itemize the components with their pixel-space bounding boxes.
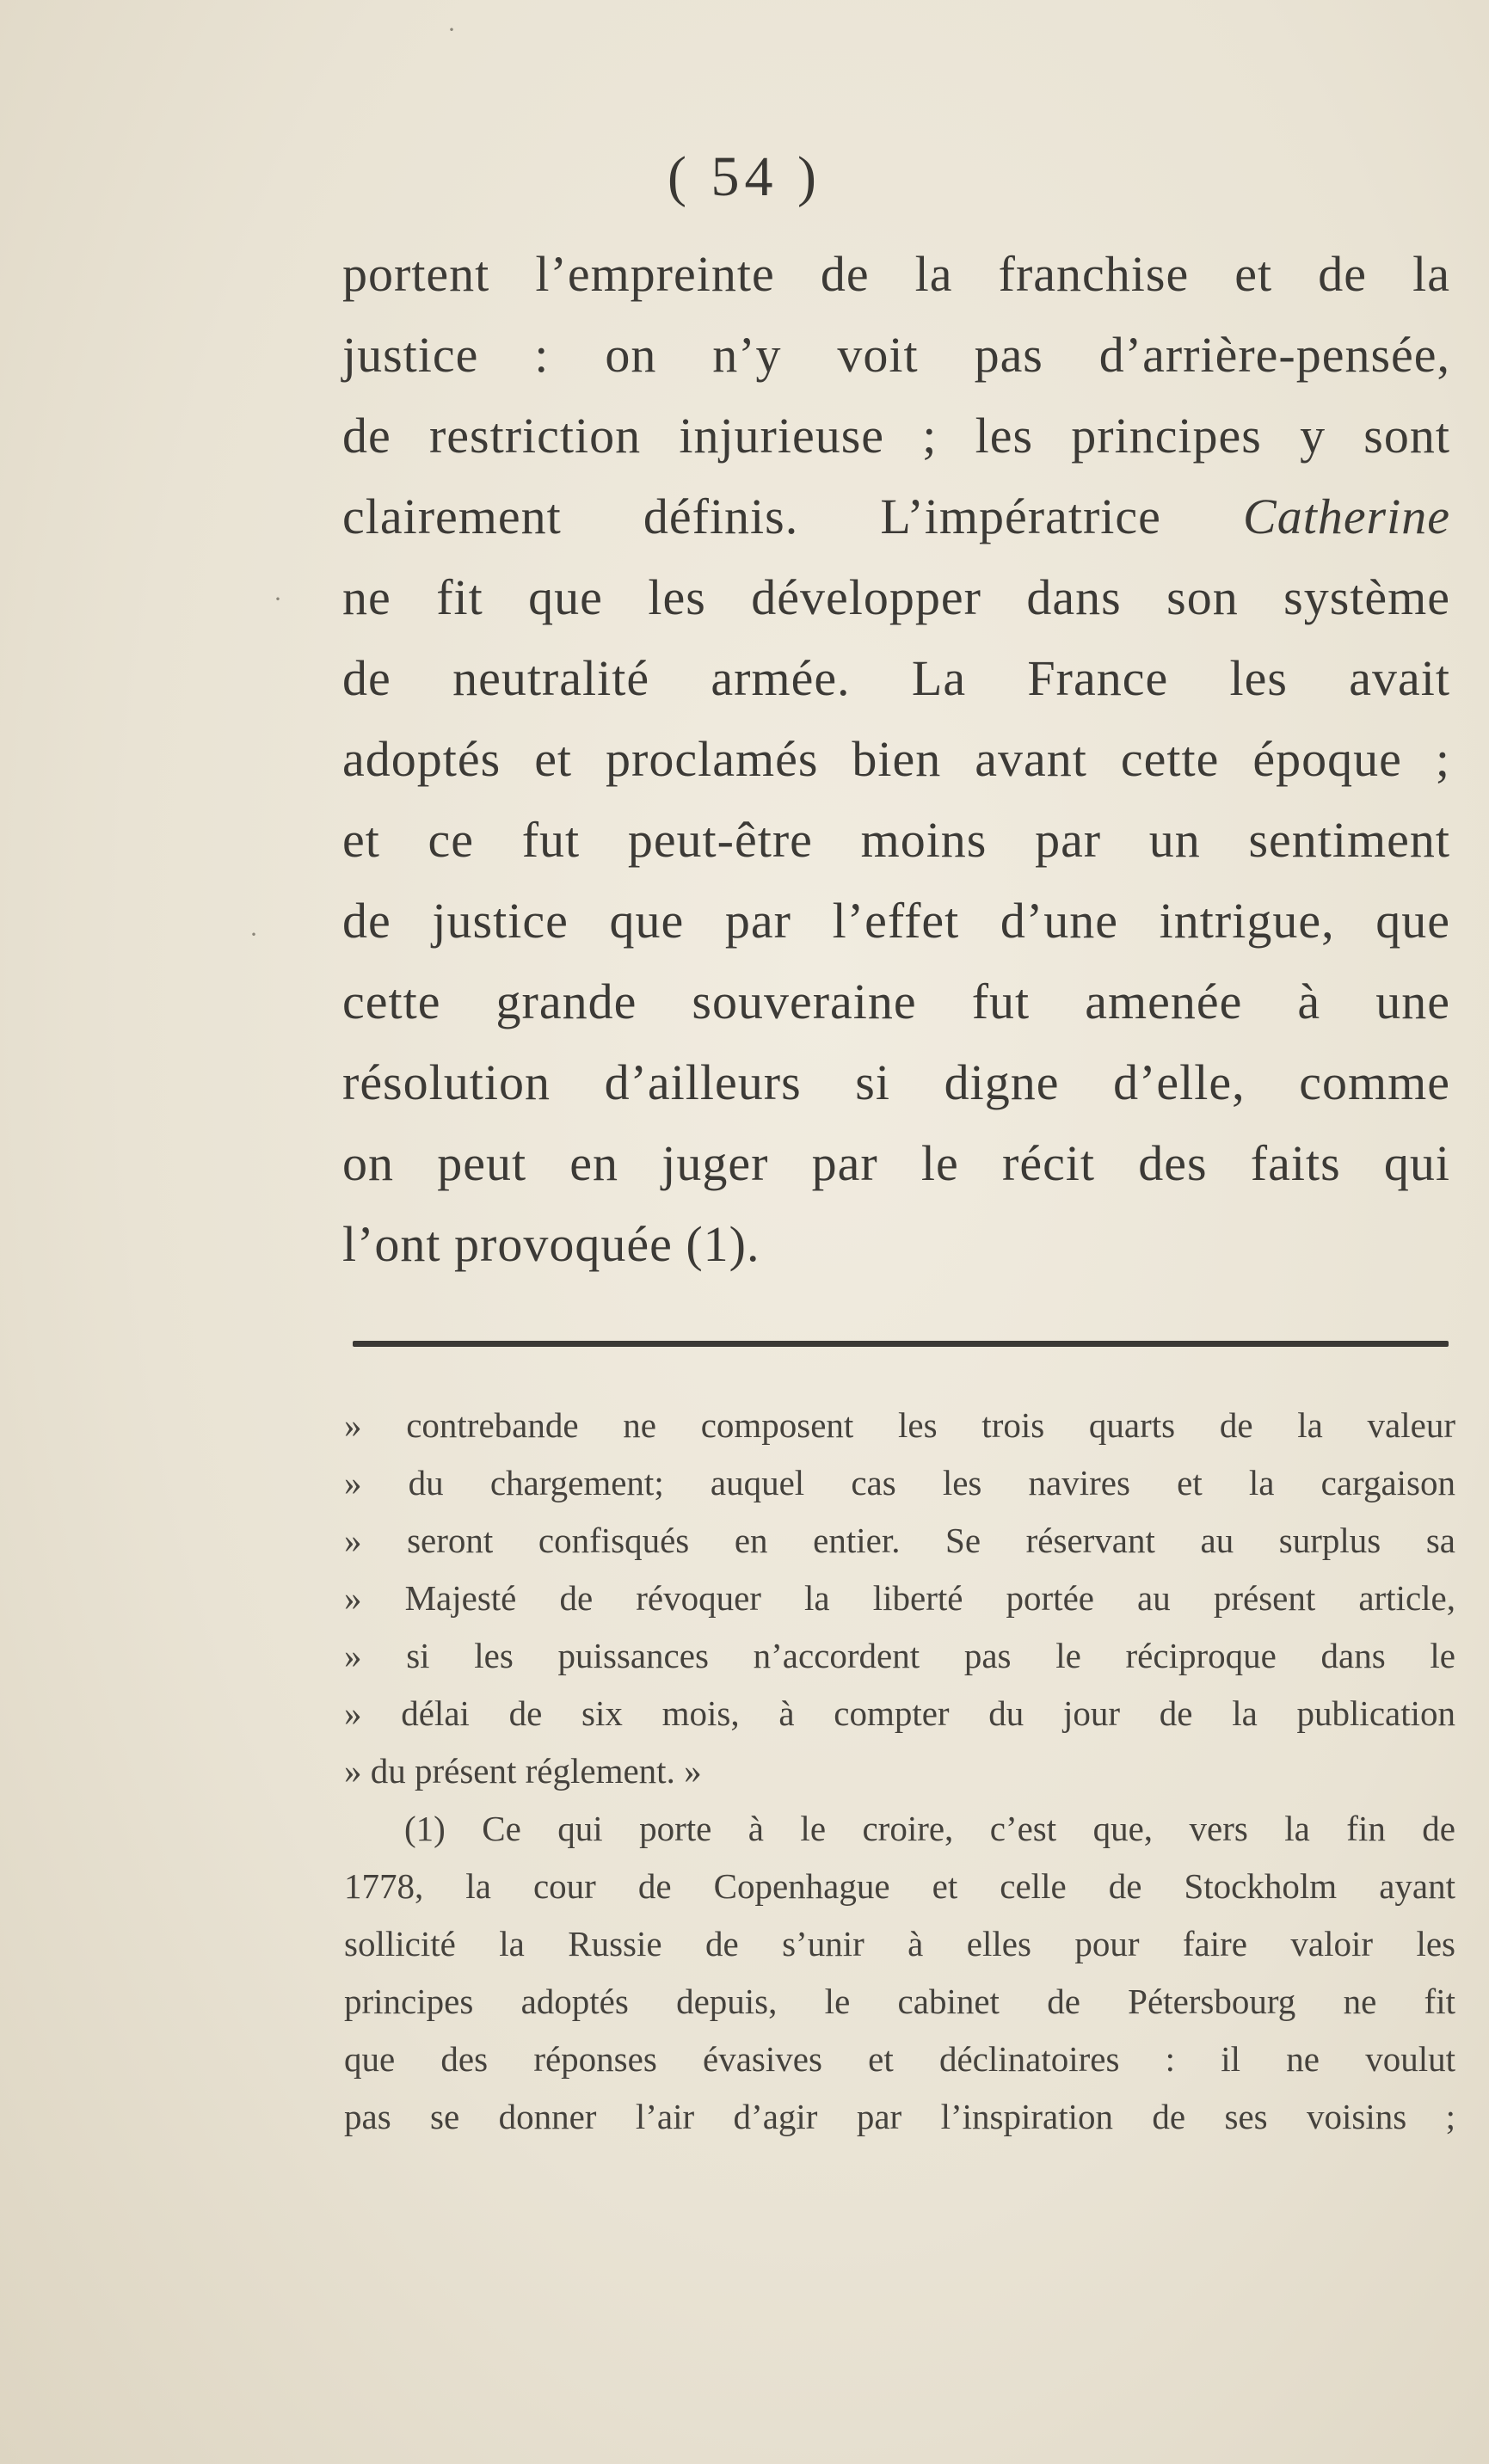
footnote-line: sollicité la Russie de s’unir à elles pour faire valoir les bbox=[344, 1924, 1455, 1963]
italic-name: Catherine bbox=[1243, 488, 1450, 544]
footnote-line: » si les puissances n’accordent pas le réciproque dans le bbox=[344, 1636, 1455, 1675]
margin-speck: · bbox=[249, 920, 258, 949]
body-line: de neutralité armée. La France les avait bbox=[342, 650, 1450, 706]
page-number: ( 54 ) bbox=[668, 145, 821, 208]
footnote-line: » du chargement; auquel cas les navires et la cargaison bbox=[344, 1463, 1455, 1502]
footnote-line: » contrebande ne composent les trois quarts de la valeur bbox=[344, 1405, 1455, 1445]
body-line: adoptés et proclamés bien avant cette époque ; bbox=[342, 731, 1450, 787]
footnote-line: » délai de six mois, à compter du jour de la publication bbox=[344, 1693, 1455, 1733]
body-line: l’ont provoquée (1). bbox=[342, 1216, 760, 1272]
body-line: portent l’empreinte de la franchise et de la bbox=[342, 246, 1450, 302]
footnote-line: principes adoptés depuis, le cabinet de Pétersbourg ne fit bbox=[344, 1982, 1455, 2021]
body-line: de restriction injurieuse ; les principes y sont bbox=[342, 408, 1450, 464]
margin-speck: · bbox=[274, 585, 282, 613]
main-text bbox=[342, 234, 1450, 1285]
body-line: et ce fut peut-être moins par un sentiment bbox=[342, 812, 1450, 868]
footnote-line: » du présent réglement. » bbox=[344, 1751, 702, 1791]
footnote-line: » Majesté de révoquer la liberté portée au présent article, bbox=[344, 1578, 1455, 1618]
body-line: ne fit que les développer dans son système bbox=[342, 569, 1450, 625]
body-line: résolution d’ailleurs si digne d’elle, comme bbox=[342, 1054, 1450, 1110]
body-line: on peut en juger par le récit des faits qui bbox=[342, 1135, 1450, 1191]
body-line: justice : on n’y voit pas d’arrière-pensée, bbox=[342, 327, 1450, 383]
footnotes bbox=[344, 1397, 1455, 2146]
footnote-line: (1) Ce qui porte à le croire, c’est que, vers la fin de bbox=[404, 1809, 1455, 1848]
body-line: cette grande souveraine fut amenée à une bbox=[342, 974, 1450, 1029]
body-line-text: clairement définis. L’impératrice bbox=[342, 488, 1161, 544]
footnote-line: 1778, la cour de Copenhague et celle de Stockholm ayant bbox=[344, 1866, 1455, 1906]
footnote-line: » seront confisqués en entier. Se réservant au surplus sa bbox=[344, 1521, 1455, 1560]
body-line bbox=[342, 476, 1450, 557]
footnote-line: pas se donner l’air d’agir par l’inspiration de ses voisins ; bbox=[344, 2097, 1455, 2136]
margin-speck: · bbox=[447, 15, 456, 44]
footnote-rule bbox=[353, 1341, 1449, 1347]
body-line: de justice que par l’effet d’une intrigue, que bbox=[342, 893, 1450, 949]
footnote-line: que des réponses évasives et déclinatoires : il ne voulut bbox=[344, 2039, 1455, 2079]
